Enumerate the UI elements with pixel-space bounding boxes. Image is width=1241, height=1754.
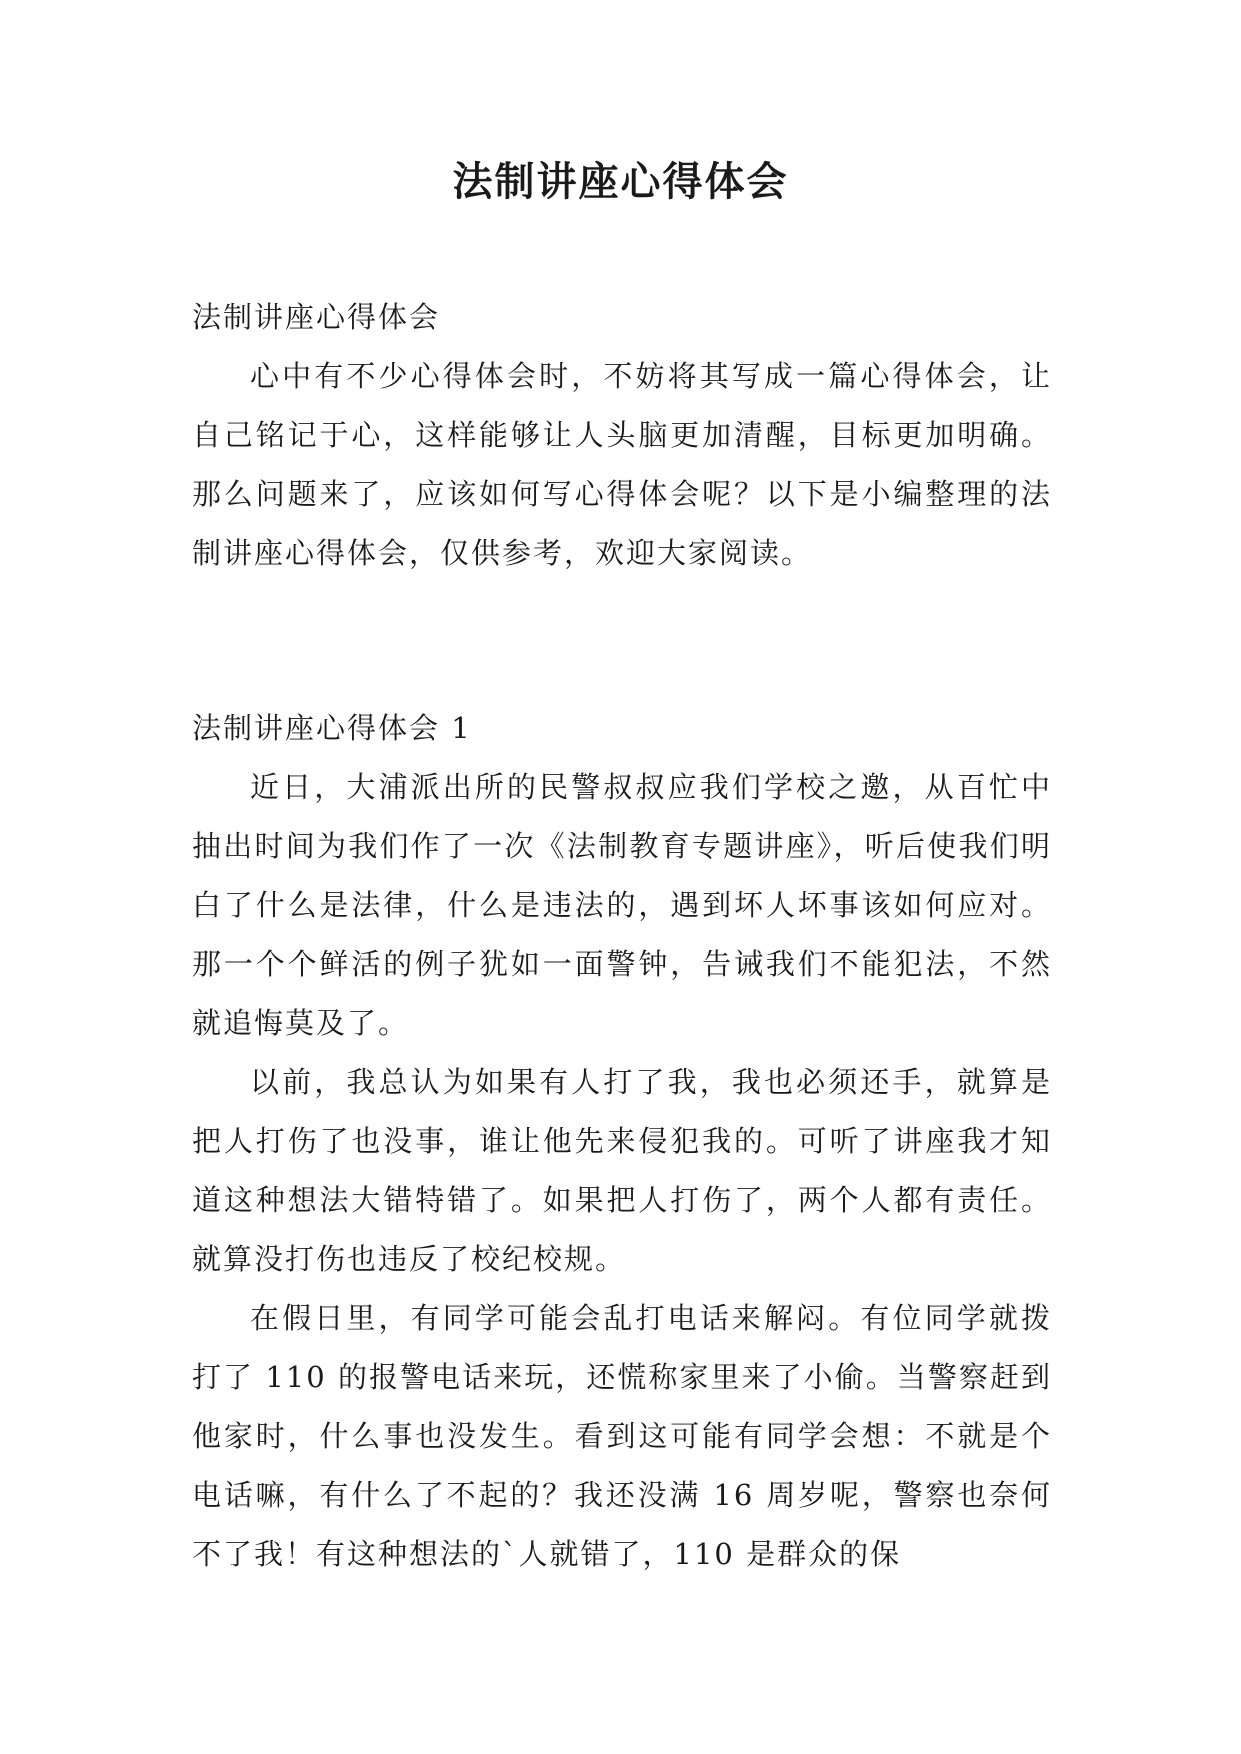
intro-heading: 法制讲座心得体会 [192,300,441,334]
intro-paragraph: 心中有不少心得体会时，不妨将其写成一篇心得体会，让自己铭记于心，这样能够让人头脑更加清醒，目标更加明确。那么问题来了，应该如何写心得体会呢？以下是小编整理的法制讲座心得体会，仅供参考，欢迎大家阅读。 [192,359,1052,570]
document-body [192,288,1052,1584]
document-title: 法制讲座心得体会 [452,159,789,205]
section-paragraph: 在假日里，有同学可能会乱打电话来解闷。有位同学就拨打了 110 的报警电话来玩，还慌称家里来了小偷。当警察赶到他家时，什么事也没发生。看到这可能有同学会想：不就是个电话嘛，有什么了不起的？我还没满 16 周岁呢，警察也奈何不了我！有这种想法的`人就错了，110 是群众的保 [192,1301,1052,1571]
section-spacer [192,583,1052,699]
section-paragraph: 近日，大浦派出所的民警叔叔应我们学校之邀，从百忙中抽出时间为我们作了一次《法制教育专题讲座》，听后使我们明白了什么是法律，什么是违法的，遇到坏人坏事该如何应对。那一个个鲜活的例子犹如一面警钟，告诫我们不能犯法，不然就追悔莫及了。 [192,770,1052,1040]
section-heading: 法制讲座心得体会 1 [192,711,472,745]
section-paragraph: 以前，我总认为如果有人打了我，我也必须还手，就算是把人打伤了也没事，谁让他先来侵犯我的。可听了讲座我才知道这种想法大错特错了。如果把人打伤了，两个人都有责任。就算没打伤也违反了校纪校规。 [192,1065,1052,1276]
